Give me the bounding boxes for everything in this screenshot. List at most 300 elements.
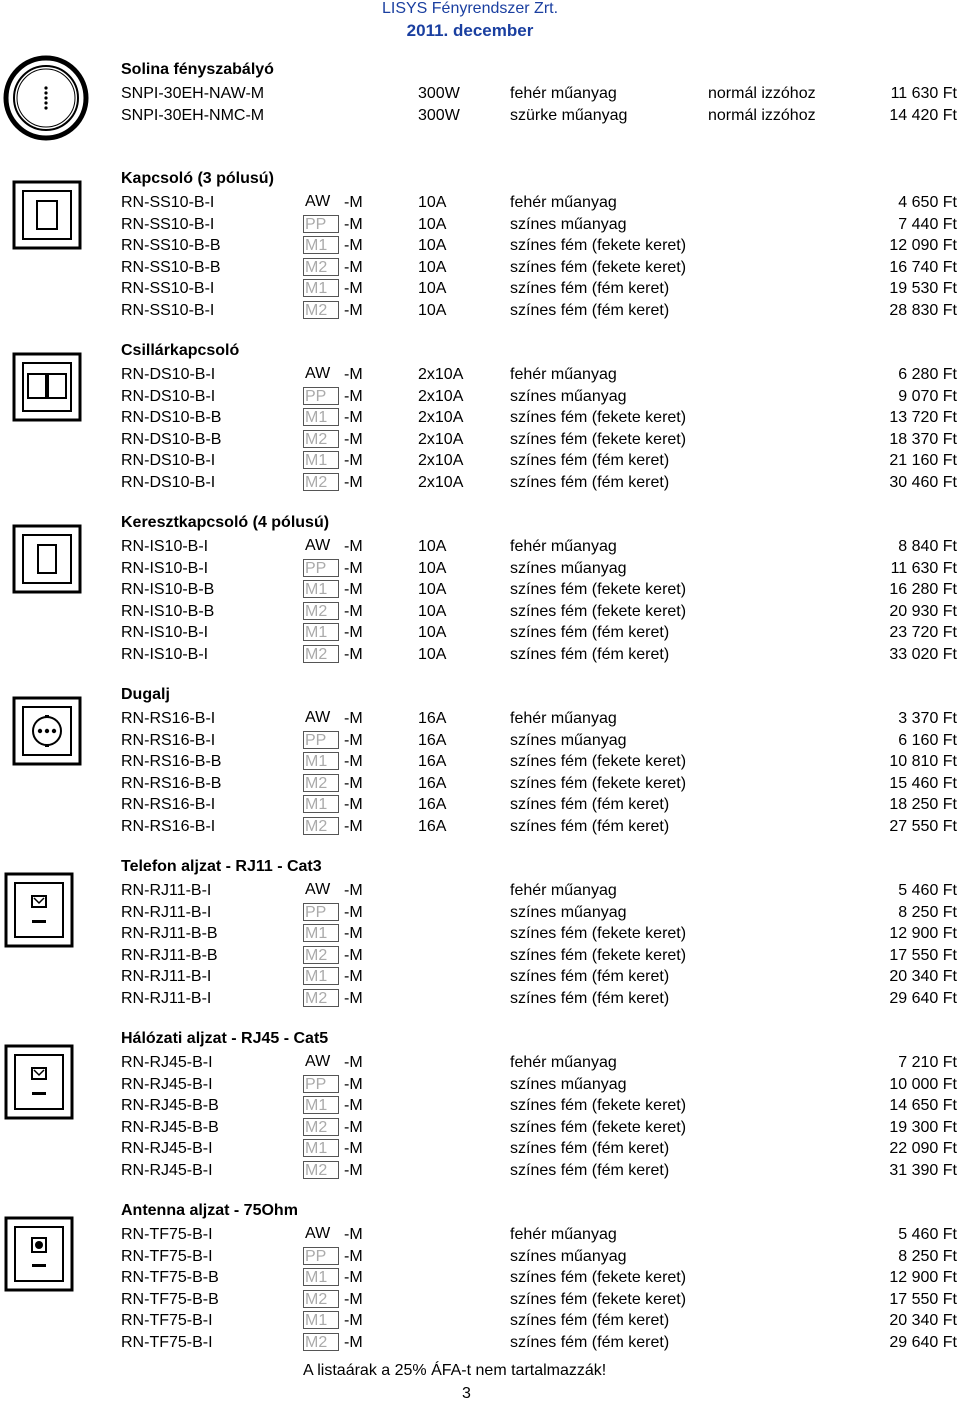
- product-code: RN-RJ11-B-B: [121, 925, 218, 942]
- product-code: RN-RJ45-B-B: [121, 1097, 219, 1114]
- price: 14 650 Ft: [889, 1097, 957, 1114]
- variant-code: PP: [303, 1247, 339, 1265]
- material-description: fehér műanyag: [510, 85, 617, 102]
- product-code: RN-IS10-B-I: [121, 538, 209, 555]
- variant-suffix: -M: [344, 430, 363, 448]
- variant-suffix: -M: [344, 903, 363, 921]
- variant-code: PP: [303, 387, 339, 405]
- variant-suffix: -M: [344, 1247, 363, 1265]
- product-row: [0, 601, 960, 622]
- variant-suffix: -M: [344, 1290, 363, 1308]
- material-description: színes fém (fekete keret): [510, 774, 687, 792]
- product-row: [0, 1289, 960, 1310]
- product-code: RN-IS10-B-I: [121, 624, 209, 641]
- rating: 10A: [418, 237, 447, 254]
- material-description: színes fém (fekete keret): [510, 581, 687, 598]
- variant-suffix: -M: [344, 1075, 363, 1093]
- rating: 16A: [418, 731, 447, 749]
- rating: 16A: [418, 774, 447, 792]
- variant-suffix: -M: [344, 194, 363, 211]
- rating: 10A: [418, 602, 447, 620]
- variant-suffix: -M: [344, 387, 363, 405]
- variant-code: M2: [303, 1290, 339, 1308]
- price: 10 810 Ft: [889, 753, 957, 770]
- variant-suffix: -M: [344, 1333, 363, 1351]
- product-row: [0, 192, 960, 213]
- material-description: színes fém (fekete keret): [510, 430, 687, 448]
- variant-suffix: -M: [344, 925, 363, 942]
- section-title: Keresztkapcsoló (4 pólusú): [121, 514, 330, 531]
- product-code: RN-RS16-B-I: [121, 731, 216, 749]
- price: 15 460 Ft: [889, 774, 957, 792]
- product-row: [0, 730, 960, 751]
- variant-suffix: -M: [344, 538, 363, 555]
- rating: 2x10A: [418, 409, 464, 426]
- material-description: fehér műanyag: [510, 366, 617, 383]
- price: 3 370 Ft: [898, 710, 957, 727]
- material-description: fehér műanyag: [510, 1054, 617, 1071]
- price: 20 930 Ft: [889, 602, 957, 620]
- product-code: RN-RJ11-B-I: [121, 882, 212, 899]
- product-row: [0, 257, 960, 278]
- product-code: RN-DS10-B-I: [121, 473, 216, 491]
- product-row: [0, 622, 960, 643]
- material-description: színes fém (fém keret): [510, 624, 670, 641]
- variant-code: M2: [303, 946, 339, 964]
- product-row: [0, 386, 960, 407]
- product-code: RN-TF75-B-B: [121, 1290, 219, 1308]
- product-row: [0, 1074, 960, 1095]
- price: 19 300 Ft: [889, 1118, 957, 1136]
- variant-code: M1: [303, 1139, 339, 1157]
- price: 8 250 Ft: [898, 903, 957, 921]
- material-description: színes fém (fém keret): [510, 796, 670, 813]
- variant-code: M2: [303, 301, 339, 319]
- variant-suffix: -M: [344, 1140, 363, 1157]
- product-code: RN-IS10-B-B: [121, 581, 215, 598]
- product-row: [0, 1332, 960, 1353]
- variant-code: M1: [303, 1096, 339, 1114]
- rating: 10A: [418, 538, 447, 555]
- price: 11 630 Ft: [890, 559, 957, 577]
- price-list-date: 2011. december: [406, 21, 534, 40]
- material-description: fehér műanyag: [510, 710, 617, 727]
- product-row: [0, 794, 960, 815]
- variant-suffix: -M: [344, 817, 363, 835]
- price: 12 090 Ft: [889, 237, 957, 254]
- product-code: RN-SS10-B-I: [121, 194, 215, 211]
- product-code: RN-RS16-B-B: [121, 774, 222, 792]
- variant-code: PP: [303, 903, 339, 921]
- product-code: RN-TF75-B-I: [121, 1247, 213, 1265]
- variant-code: M1: [303, 967, 339, 985]
- price: 10 000 Ft: [889, 1075, 957, 1093]
- variant-suffix: -M: [344, 237, 363, 254]
- price: 16 740 Ft: [889, 258, 957, 276]
- material-description: szürke műanyag: [510, 106, 628, 124]
- product-row: [0, 1267, 960, 1288]
- product-code: RN-TF75-B-I: [121, 1333, 213, 1351]
- product-row: [0, 429, 960, 450]
- section-title: Csillárkapcsoló: [121, 342, 240, 359]
- product-row: [0, 816, 960, 837]
- product-row: [0, 1052, 960, 1073]
- variant-code: AW: [305, 365, 331, 382]
- material-description: színes műanyag: [510, 731, 627, 749]
- variant-code: M1: [303, 279, 339, 297]
- material-description: színes fém (fém keret): [510, 473, 670, 491]
- product-row: [0, 472, 960, 493]
- material-description: színes fém (fekete keret): [510, 946, 687, 964]
- price: 7 210 Ft: [898, 1054, 957, 1071]
- material-description: színes fém (fekete keret): [510, 925, 687, 942]
- variant-code: M1: [303, 924, 339, 942]
- rating: 16A: [418, 817, 447, 835]
- material-description: színes fém (fekete keret): [510, 1097, 687, 1114]
- product-code: RN-SS10-B-B: [121, 237, 221, 254]
- product-row: [0, 1117, 960, 1138]
- product-row: [0, 450, 960, 471]
- variant-code: M1: [303, 623, 339, 641]
- variant-code: M2: [303, 1118, 339, 1136]
- material-description: színes fém (fekete keret): [510, 753, 687, 770]
- material-description: színes fém (fém keret): [510, 301, 670, 319]
- variant-suffix: -M: [344, 1054, 363, 1071]
- variant-suffix: -M: [344, 280, 363, 297]
- rating: 2x10A: [418, 473, 464, 491]
- variant-code: M1: [303, 752, 339, 770]
- product-code: RN-SS10-B-I: [121, 215, 215, 233]
- material-description: fehér műanyag: [510, 1226, 617, 1243]
- material-description: színes fém (fém keret): [510, 1161, 670, 1179]
- variant-code: M2: [303, 645, 339, 663]
- variant-suffix: -M: [344, 774, 363, 792]
- product-row: [0, 1224, 960, 1245]
- material-description: színes fém (fém keret): [510, 1333, 670, 1351]
- product-row: [0, 300, 960, 321]
- product-code: RN-DS10-B-B: [121, 409, 222, 426]
- material-description: színes fém (fém keret): [510, 280, 670, 297]
- price: 27 550 Ft: [889, 817, 957, 835]
- section-title: Antenna aljzat - 75Ohm: [121, 1202, 298, 1219]
- variant-suffix: -M: [344, 366, 363, 383]
- product-row: [0, 105, 960, 126]
- variant-suffix: -M: [344, 1118, 363, 1136]
- variant-code: M2: [303, 430, 339, 448]
- variant-code: AW: [305, 1225, 331, 1242]
- material-description: színes fém (fekete keret): [510, 602, 687, 620]
- product-row: [0, 83, 960, 104]
- price: 11 630 Ft: [890, 85, 957, 102]
- section-title: Kapcsoló (3 pólusú): [121, 170, 274, 187]
- material-description: színes fém (fém keret): [510, 968, 670, 985]
- usage-note: normál izzóhoz: [708, 85, 816, 102]
- product-row: [0, 644, 960, 665]
- variant-code: M2: [303, 989, 339, 1007]
- product-row: [0, 1138, 960, 1159]
- product-code: RN-SS10-B-B: [121, 258, 221, 276]
- variant-suffix: -M: [344, 1312, 363, 1329]
- product-code: RN-RS16-B-I: [121, 796, 216, 813]
- product-code: RN-RJ11-B-I: [121, 903, 212, 921]
- product-row: [0, 708, 960, 729]
- product-code: RN-SS10-B-I: [121, 280, 215, 297]
- product-row: [0, 880, 960, 901]
- variant-code: M1: [303, 580, 339, 598]
- price: 12 900 Ft: [889, 1269, 957, 1286]
- product-code: RN-RJ45-B-I: [121, 1161, 213, 1179]
- section-title: Telefon aljzat - RJ11 - Cat3: [121, 858, 322, 875]
- rating: 10A: [418, 559, 447, 577]
- material-description: színes műanyag: [510, 559, 627, 577]
- variant-code: AW: [305, 881, 331, 898]
- variant-code: PP: [303, 215, 339, 233]
- variant-suffix: -M: [344, 1161, 363, 1179]
- variant-code: M2: [303, 602, 339, 620]
- product-code: RN-RS16-B-I: [121, 817, 216, 835]
- product-code: RN-RS16-B-I: [121, 710, 216, 727]
- product-row: [0, 536, 960, 557]
- product-code: RN-RJ45-B-I: [121, 1054, 213, 1071]
- material-description: színes műanyag: [510, 1075, 627, 1093]
- variant-code: M1: [303, 1311, 339, 1329]
- product-code: RN-RJ11-B-B: [121, 946, 218, 964]
- variant-code: M2: [303, 258, 339, 276]
- material-description: színes műanyag: [510, 387, 627, 405]
- rating: 16A: [418, 710, 447, 727]
- company-name: LISYS Fényrendszer Zrt.: [381, 0, 559, 17]
- variant-code: M1: [303, 408, 339, 426]
- variant-code: AW: [305, 1053, 331, 1070]
- variant-suffix: -M: [344, 602, 363, 620]
- variant-suffix: -M: [344, 731, 363, 749]
- product-row: [0, 1095, 960, 1116]
- variant-code: M2: [303, 473, 339, 491]
- price: 20 340 Ft: [889, 968, 957, 985]
- variant-suffix: -M: [344, 968, 363, 985]
- variant-code: M1: [303, 795, 339, 813]
- variant-suffix: -M: [344, 301, 363, 319]
- product-row: [0, 558, 960, 579]
- variant-suffix: -M: [344, 559, 363, 577]
- rating: 300W: [418, 106, 460, 124]
- rating: 2x10A: [418, 387, 464, 405]
- page-number: 3: [462, 1385, 471, 1402]
- variant-suffix: -M: [344, 1269, 363, 1286]
- product-row: [0, 278, 960, 299]
- price: 14 420 Ft: [889, 106, 957, 124]
- variant-code: PP: [303, 1075, 339, 1093]
- variant-suffix: -M: [344, 581, 363, 598]
- price: 18 250 Ft: [889, 796, 957, 813]
- price: 7 440 Ft: [898, 215, 957, 233]
- price: 17 550 Ft: [889, 946, 957, 964]
- price: 6 160 Ft: [898, 731, 957, 749]
- price: 23 720 Ft: [889, 624, 957, 641]
- section-title: Hálózati aljzat - RJ45 - Cat5: [121, 1030, 329, 1047]
- variant-code: M2: [303, 1333, 339, 1351]
- price: 19 530 Ft: [889, 280, 957, 297]
- price: 16 280 Ft: [889, 581, 957, 598]
- variant-suffix: -M: [344, 409, 363, 426]
- product-row: [0, 407, 960, 428]
- product-code: RN-RJ45-B-B: [121, 1118, 219, 1136]
- product-code: RN-RS16-B-B: [121, 753, 222, 770]
- material-description: színes fém (fém keret): [510, 1312, 670, 1329]
- variant-code: AW: [305, 537, 331, 554]
- product-row: [0, 364, 960, 385]
- rating: 10A: [418, 624, 447, 641]
- price: 8 250 Ft: [898, 1247, 957, 1265]
- product-row: [0, 923, 960, 944]
- price: 5 460 Ft: [898, 1226, 957, 1243]
- price: 12 900 Ft: [889, 925, 957, 942]
- product-row: [0, 945, 960, 966]
- material-description: fehér műanyag: [510, 538, 617, 555]
- product-row: [0, 1246, 960, 1267]
- material-description: színes fém (fém keret): [510, 989, 670, 1007]
- vat-note: A listaárak a 25% ÁFA-t nem tartalmazzák!: [303, 1362, 607, 1379]
- product-code: RN-DS10-B-I: [121, 387, 216, 405]
- variant-suffix: -M: [344, 710, 363, 727]
- price: 17 550 Ft: [889, 1290, 957, 1308]
- product-code: RN-DS10-B-I: [121, 452, 216, 469]
- price: 18 370 Ft: [889, 430, 957, 448]
- section-title: Dugalj: [121, 686, 170, 703]
- price: 6 280 Ft: [898, 366, 957, 383]
- material-description: fehér műanyag: [510, 194, 617, 211]
- variant-suffix: -M: [344, 215, 363, 233]
- price: 22 090 Ft: [889, 1140, 957, 1157]
- variant-code: M2: [303, 774, 339, 792]
- product-row: [0, 751, 960, 772]
- material-description: színes fém (fém keret): [510, 645, 670, 663]
- product-code: RN-TF75-B-I: [121, 1226, 213, 1243]
- product-row: [0, 1160, 960, 1181]
- price: 28 830 Ft: [889, 301, 957, 319]
- material-description: fehér műanyag: [510, 882, 617, 899]
- variant-code: M2: [303, 817, 339, 835]
- price: 5 460 Ft: [898, 882, 957, 899]
- material-description: színes fém (fekete keret): [510, 1290, 687, 1308]
- variant-suffix: -M: [344, 258, 363, 276]
- material-description: színes fém (fekete keret): [510, 258, 687, 276]
- product-code: RN-RJ11-B-I: [121, 989, 212, 1007]
- price: 30 460 Ft: [889, 473, 957, 491]
- price: 33 020 Ft: [889, 645, 957, 663]
- price: 9 070 Ft: [898, 387, 957, 405]
- variant-code: M1: [303, 236, 339, 254]
- material-description: színes fém (fém keret): [510, 1140, 670, 1157]
- rating: 10A: [418, 280, 447, 297]
- product-code: RN-RJ45-B-I: [121, 1075, 213, 1093]
- variant-suffix: -M: [344, 624, 363, 641]
- product-code: RN-RJ11-B-I: [121, 968, 212, 985]
- material-description: színes műanyag: [510, 1247, 627, 1265]
- variant-code: M1: [303, 1268, 339, 1286]
- product-row: [0, 214, 960, 235]
- product-row: [0, 579, 960, 600]
- product-code: SNPI-30EH-NMC-M: [121, 106, 265, 124]
- rating: 10A: [418, 194, 447, 211]
- variant-suffix: -M: [344, 473, 363, 491]
- rating: 10A: [418, 258, 447, 276]
- price: 20 340 Ft: [889, 1312, 957, 1329]
- rating: 300W: [418, 85, 460, 102]
- product-row: [0, 988, 960, 1009]
- material-description: színes fém (fekete keret): [510, 1118, 687, 1136]
- rating: 10A: [418, 645, 447, 663]
- variant-suffix: -M: [344, 946, 363, 964]
- variant-suffix: -M: [344, 1226, 363, 1243]
- product-row: [0, 235, 960, 256]
- product-code: RN-TF75-B-B: [121, 1269, 219, 1286]
- variant-code: PP: [303, 731, 339, 749]
- rating: 10A: [418, 215, 447, 233]
- price: 13 720 Ft: [889, 409, 957, 426]
- product-row: [0, 773, 960, 794]
- variant-code: M2: [303, 1161, 339, 1179]
- price: 8 840 Ft: [898, 538, 957, 555]
- rating: 10A: [418, 581, 447, 598]
- product-code: RN-DS10-B-I: [121, 366, 216, 383]
- price: 31 390 Ft: [889, 1161, 957, 1179]
- variant-suffix: -M: [344, 796, 363, 813]
- product-code: RN-IS10-B-B: [121, 602, 215, 620]
- usage-note: normál izzóhoz: [708, 106, 816, 124]
- variant-suffix: -M: [344, 645, 363, 663]
- product-row: [0, 966, 960, 987]
- rating: 2x10A: [418, 366, 464, 383]
- variant-suffix: -M: [344, 753, 363, 770]
- material-description: színes fém (fekete keret): [510, 409, 687, 426]
- product-row: [0, 1310, 960, 1331]
- price: 29 640 Ft: [889, 989, 957, 1007]
- section-title: Solina fényszabályó: [121, 61, 274, 78]
- price: 21 160 Ft: [889, 452, 957, 469]
- variant-suffix: -M: [344, 989, 363, 1007]
- product-code: RN-DS10-B-B: [121, 430, 222, 448]
- variant-code: PP: [303, 559, 339, 577]
- product-code: RN-IS10-B-I: [121, 645, 209, 663]
- product-code: RN-IS10-B-I: [121, 559, 209, 577]
- price: 29 640 Ft: [889, 1333, 957, 1351]
- rating: 2x10A: [418, 430, 464, 448]
- material-description: színes műanyag: [510, 215, 627, 233]
- material-description: színes fém (fém keret): [510, 817, 670, 835]
- product-code: RN-TF75-B-I: [121, 1312, 213, 1329]
- variant-code: AW: [305, 709, 331, 726]
- material-description: színes fém (fém keret): [510, 452, 670, 469]
- material-description: színes fém (fekete keret): [510, 1269, 687, 1286]
- variant-suffix: -M: [344, 1097, 363, 1114]
- material-description: színes fém (fekete keret): [510, 237, 687, 254]
- variant-suffix: -M: [344, 882, 363, 899]
- product-code: RN-RJ45-B-I: [121, 1140, 213, 1157]
- product-code: SNPI-30EH-NAW-M: [121, 85, 265, 102]
- product-code: RN-SS10-B-I: [121, 301, 215, 319]
- product-row: [0, 902, 960, 923]
- rating: 10A: [418, 301, 447, 319]
- variant-code: AW: [305, 193, 331, 210]
- rating: 16A: [418, 753, 447, 770]
- variant-suffix: -M: [344, 452, 363, 469]
- variant-code: M1: [303, 451, 339, 469]
- rating: 2x10A: [418, 452, 464, 469]
- price: 4 650 Ft: [898, 194, 957, 211]
- material-description: színes műanyag: [510, 903, 627, 921]
- rating: 16A: [418, 796, 447, 813]
